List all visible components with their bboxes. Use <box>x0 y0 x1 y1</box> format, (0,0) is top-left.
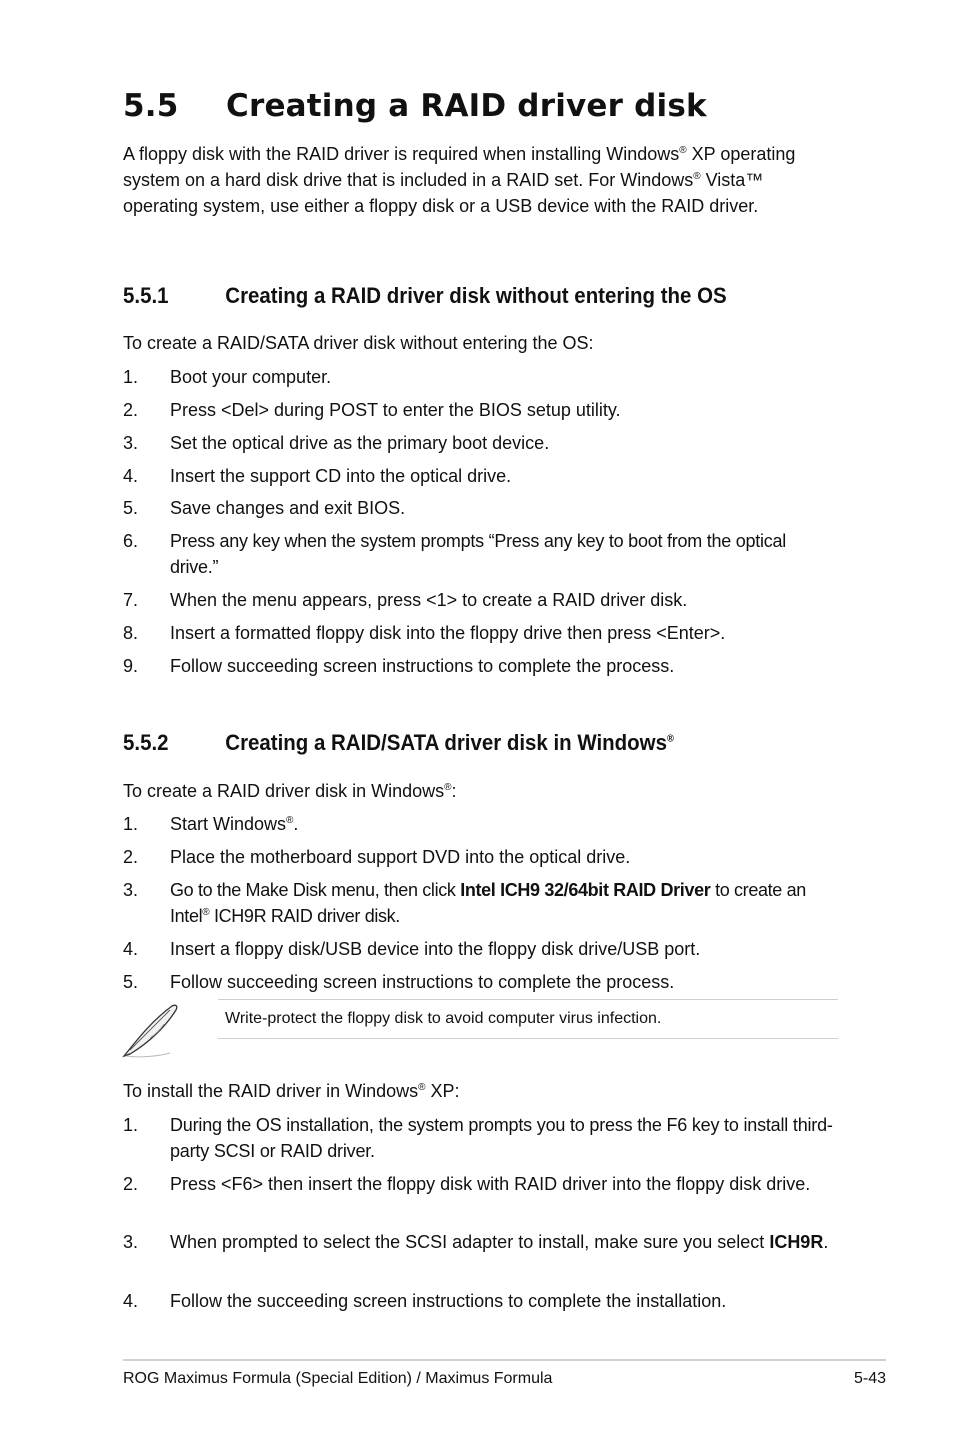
item-number: 1. <box>123 1115 139 1135</box>
item-text: Insert a floppy disk/USB device into the floppy disk drive/USB port. <box>170 939 701 959</box>
item-number: 6. <box>123 531 139 551</box>
item-text: Save changes and exit BIOS. <box>170 498 406 518</box>
list-item <box>123 1288 839 1314</box>
item-text: Insert a formatted floppy disk into the floppy drive then press <Enter>. <box>170 623 726 643</box>
lead-text: To create a RAID driver disk in Windows <box>123 781 445 801</box>
driver-name: Intel ICH9 32/64bit RAID Driver <box>460 880 711 900</box>
item-text-part: . <box>293 814 299 834</box>
registered-mark: ® <box>666 733 674 745</box>
list-item <box>123 364 839 390</box>
item-text: Press <F6> then insert the floppy disk with RAID driver into the floppy disk drive. <box>170 1174 811 1194</box>
note-top-rule <box>218 999 838 1000</box>
item-text: Set the optical drive as the primary boot device. <box>170 433 550 453</box>
registered-mark: ® <box>679 145 687 156</box>
item-number: 1. <box>123 367 139 387</box>
list-item <box>123 936 839 962</box>
item-text-part: ICH9R RAID driver disk. <box>209 906 400 926</box>
item-text: Follow succeeding screen instructions to complete the process. <box>170 656 675 676</box>
item-number: 5. <box>123 972 139 992</box>
item-text: Press <Del> during POST to enter the BIOS setup utility. <box>170 400 621 420</box>
list-item <box>123 1229 839 1255</box>
item-text-part: to create an Intel <box>170 880 806 926</box>
item-number: 2. <box>123 1174 139 1194</box>
item-text: Press any key when the system prompts “Press any key to boot from the optical drive.” <box>170 531 787 577</box>
item-text: When the menu appears, press <1> to create a RAID driver disk. <box>170 590 688 610</box>
section-heading-text: Creating a RAID driver disk without entering the OS <box>225 283 727 308</box>
item-text-part: When prompted to select the SCSI adapter to install, make sure you select <box>170 1232 770 1252</box>
install-lead <box>123 1078 839 1104</box>
list-item <box>123 430 839 456</box>
intro-text-3: Vista™ operating system, use either a floppy disk or a USB device with the RAID driver. <box>123 170 764 216</box>
item-text: Boot your computer. <box>170 367 332 387</box>
item-text: Place the motherboard support DVD into the optical drive. <box>170 847 631 867</box>
item-number: 2. <box>123 847 139 867</box>
item-text: During the OS installation, the system prompts you to press the F6 key to install third-party SCSI or RAID driver. <box>170 1115 833 1161</box>
item-text <box>170 811 839 837</box>
item-number: 3. <box>123 1232 139 1252</box>
adapter-name: ICH9R <box>769 1232 824 1252</box>
lead-text: To install the RAID driver in Windows <box>123 1081 419 1101</box>
list-item <box>123 620 839 646</box>
section2-lead <box>123 778 839 804</box>
item-text-part: Go to the Make Disk menu, then click <box>170 880 461 900</box>
registered-mark: ® <box>444 782 452 793</box>
footer-title: ROG Maximus Formula (Special Edition) / Maximus Formula <box>123 1370 553 1387</box>
item-text-part: . <box>823 1232 829 1252</box>
section-number: 5.5.2 <box>123 730 169 755</box>
lead-text-end: XP: <box>425 1081 460 1101</box>
list-item <box>123 844 839 870</box>
item-text <box>170 877 839 929</box>
item-number: 4. <box>123 466 139 486</box>
item-text: Follow succeeding screen instructions to complete the process. <box>170 972 675 992</box>
registered-mark: ® <box>693 171 701 182</box>
pen-nib-icon <box>120 1000 182 1060</box>
page-number: 5-43 <box>853 1370 886 1387</box>
section-heading-text: Creating a RAID/SATA driver disk in Windows <box>225 730 667 755</box>
item-number: 8. <box>123 623 139 643</box>
item-text-part: Start Windows <box>170 814 287 834</box>
item-number: 5. <box>123 498 139 518</box>
item-number: 7. <box>123 590 139 610</box>
registered-mark: ® <box>418 1082 426 1093</box>
section-heading-2 <box>123 730 674 756</box>
list-item <box>123 969 839 995</box>
list-item <box>123 495 839 521</box>
list-item <box>123 653 839 679</box>
item-number: 1. <box>123 814 139 834</box>
intro-text-2: XP operating system on a hard disk drive that is included in a RAID set. For Windows <box>123 144 796 190</box>
section-number: 5.5.1 <box>123 283 169 308</box>
item-number: 9. <box>123 656 139 676</box>
section-number: 5.5 <box>123 88 179 124</box>
item-number: 4. <box>123 1291 139 1311</box>
registered-mark: ® <box>286 815 294 826</box>
section-heading-1 <box>123 283 727 309</box>
list-item <box>123 1112 839 1164</box>
item-number: 3. <box>123 880 139 900</box>
lead-text-end: : <box>451 781 457 801</box>
item-text <box>170 1229 839 1255</box>
footer-rule <box>123 1359 886 1361</box>
list-item <box>123 397 839 423</box>
list-item <box>123 587 839 613</box>
item-number: 3. <box>123 433 139 453</box>
list-item <box>123 463 839 489</box>
page-title <box>123 88 707 124</box>
intro-text-1: A floppy disk with the RAID driver is required when installing Windows <box>123 144 680 164</box>
list-item <box>123 811 839 837</box>
note-bottom-rule <box>218 1038 838 1039</box>
list-item <box>123 528 839 580</box>
item-text: Follow the succeeding screen instructions to complete the installation. <box>170 1291 727 1311</box>
section1-lead: To create a RAID/SATA driver disk without entering the OS: <box>123 333 594 353</box>
note-text: Write-protect the floppy disk to avoid computer virus infection. <box>225 1010 662 1027</box>
item-text: Insert the support CD into the optical drive. <box>170 466 512 486</box>
list-item <box>123 1171 839 1197</box>
item-number: 4. <box>123 939 139 959</box>
list-item <box>123 877 839 929</box>
registered-mark: ® <box>202 907 210 918</box>
title-text: Creating a RAID driver disk <box>226 88 707 124</box>
intro-paragraph <box>123 141 839 219</box>
item-number: 2. <box>123 400 139 420</box>
